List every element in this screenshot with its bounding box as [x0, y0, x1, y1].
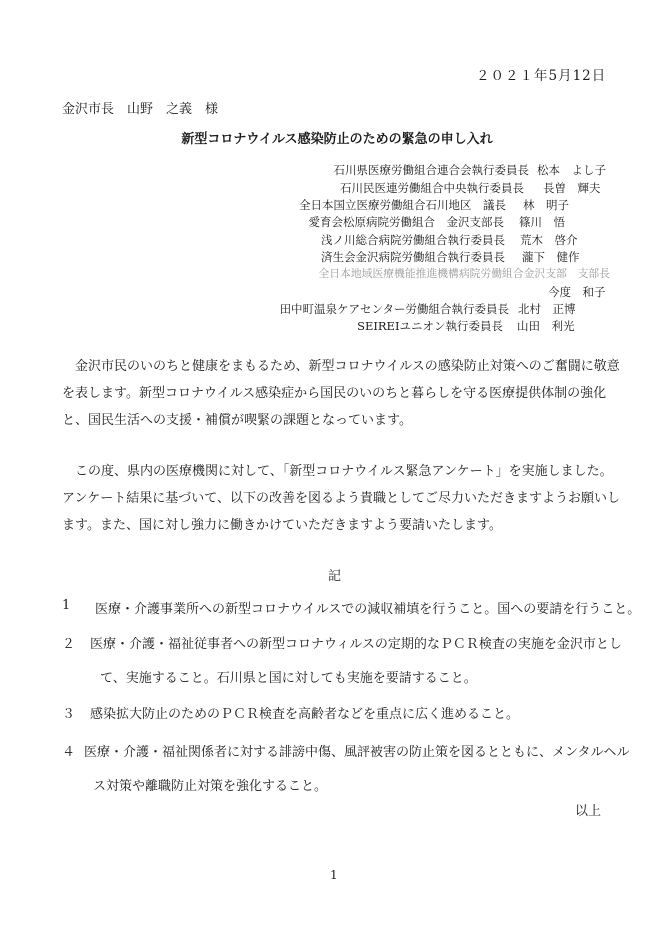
signatory-name: 今度 和子: [548, 285, 606, 299]
signatory-name: 北村 正博: [518, 302, 576, 316]
item-text: 医療・介護事業所への新型コロナウイルスでの減収補填を行うこと。国への要請を行うこと。: [95, 602, 641, 617]
item-text: 医療・介護・福祉関係者に対する誹謗中傷、風評被害の防止策を図るとともに、メンタルヘル: [84, 745, 630, 760]
item-number: ４: [62, 745, 76, 760]
signatory-name: 松本 よし子: [537, 163, 606, 177]
signatory-name: 篠川 悟: [519, 215, 565, 229]
signatory-name: 長曽 輝夫: [543, 181, 601, 195]
signatory-name: 荒木 啓介: [520, 233, 578, 247]
body-paragraph-1: 金沢市民のいのちと健康をまもるため、新型コロナウイルスの感染防止対策へのご奮闘に敬意を表します。新型コロナウイルス感染症から国民のいのちと暮らしを守る医療提供体制の強化と、国民生活への支援・補償が喫緊の課題となっています。: [62, 359, 620, 428]
signatory-org: 愛育会松原病院労働組合 金沢支部長: [308, 215, 504, 229]
page-number: 1: [330, 868, 338, 882]
signatory-org: 浅ノ川総合病院労働組合執行委員長: [321, 233, 505, 247]
item-text: 感染拡大防止のためのＰＣＲ検査を高齢者などを重点に広く進めること。: [90, 707, 520, 722]
signatory-org: 田中町温泉ケアセンター労働組合執行委員長: [279, 302, 509, 316]
addressee: 金沢市長 山野 之義 様: [62, 102, 219, 117]
signatory-name: 瀧下 健作: [522, 250, 580, 264]
item-number: ３: [62, 707, 76, 722]
signatory-org: 石川県医療労働組合連合会執行委員長: [333, 163, 529, 177]
document-title: 新型コロナウイルス感染防止のための緊急の申し入れ: [181, 132, 493, 147]
signatory-name: 林 明子: [523, 198, 569, 212]
signatory-name: 山田 利光: [517, 319, 575, 333]
item-number: ２: [62, 637, 76, 652]
signatory-org: 全日本地域医療機能推進機構病院労働組合金沢支部 支部長: [318, 267, 610, 280]
closing-ijo: 以上: [575, 804, 602, 819]
item-text-continued: て、実施すること。石川県と国に対しても実施を要請すること。: [100, 671, 477, 686]
item-number: 1: [62, 598, 71, 613]
signatory-org: 済生会金沢病院労働組合執行委員長: [321, 250, 505, 264]
body-paragraph-2: この度、県内の医療機関に対して、「新型コロナウイルス緊急アンケート」を実施しました。アンケート結果に基づいて、以下の改善を図るよう貴職としてご尽力いただきますようお願いします。また、国に対し強力に働きかけていただきますよう要請いたします。: [62, 464, 620, 533]
signatory-org: SEIREIユニオン執行委員長: [357, 319, 503, 333]
ki-heading: 記: [328, 569, 342, 584]
document-date: ２０２１年5月12日: [476, 68, 607, 84]
item-text-continued: ス対策や離職防止対策を強化すること。: [93, 779, 328, 794]
signatory-org: 石川民医連労働組合中央執行委員長: [340, 181, 524, 195]
item-text: 医療・介護・福祉従事者への新型コロナウィルスの定期的なＰＣＲ検査の実施を金沢市とし: [90, 637, 622, 652]
signatory-org: 全日本国立医療労働組合石川地区 議長: [299, 198, 506, 212]
